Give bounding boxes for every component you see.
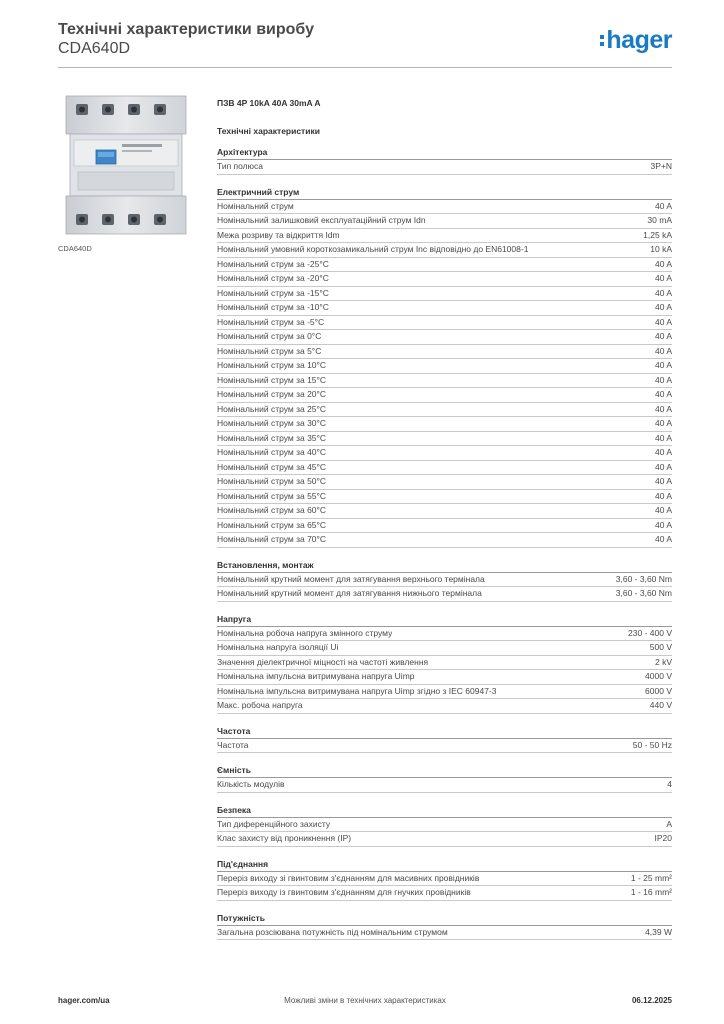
spec-label: Клас захисту від проникнення (IP)	[217, 833, 352, 843]
spec-label: Переріз виходу із гвинтовим з'єднанням для гнучких провідників	[217, 887, 471, 897]
spec-row	[217, 258, 672, 273]
spec-value: 3P+N	[650, 161, 672, 171]
spec-label: Номінальний струм за 40°C	[217, 447, 327, 457]
document-title: Технічні характеристики виробу	[58, 21, 314, 38]
spec-value: 40 A	[654, 273, 672, 283]
page-header	[58, 20, 672, 68]
spec-value: 3,60 - 3,60 Nm	[615, 573, 672, 584]
spec-value: 10 kA	[650, 244, 672, 254]
spec-section	[217, 804, 672, 847]
spec-value: 40 A	[654, 200, 672, 211]
spec-value: 2 kV	[654, 656, 672, 667]
spec-value: 30 mA	[647, 215, 672, 225]
spec-value: 40 A	[654, 476, 672, 486]
spec-label: Номінальний струм за 70°C	[217, 534, 327, 544]
spec-label: Номінальний залишковий експлуатаційний струм Idn	[217, 215, 426, 225]
spec-row	[217, 926, 672, 941]
section-title: Встановлення, монтаж	[217, 559, 672, 573]
spec-row	[217, 699, 672, 714]
spec-label: Номінальний струм за 60°C	[217, 505, 327, 515]
footer-date: 06.12.2025	[631, 996, 672, 1005]
spec-row	[217, 272, 672, 287]
spec-value: 3,60 - 3,60 Nm	[615, 588, 672, 598]
spec-row	[217, 656, 672, 671]
spec-section	[217, 186, 672, 548]
spec-label: Номінальний струм	[217, 200, 294, 211]
spec-row	[217, 504, 672, 519]
spec-section	[217, 613, 672, 714]
spec-value: 40 A	[654, 258, 672, 269]
spec-value: 40 A	[654, 316, 672, 327]
spec-row	[217, 330, 672, 345]
spec-label: Номінальний струм за 35°C	[217, 432, 327, 443]
spec-row	[217, 739, 672, 754]
spec-row	[217, 359, 672, 374]
spec-label: Тип полюса	[217, 161, 263, 171]
section-title: Під'єднання	[217, 858, 672, 872]
section-title: Потужність	[217, 912, 672, 926]
spec-value: 500 V	[649, 642, 672, 652]
spec-row	[217, 461, 672, 476]
spec-row	[217, 533, 672, 548]
logo-text: hager	[606, 26, 672, 54]
spec-label: Номінальний струм за 50°C	[217, 476, 327, 486]
spec-row	[217, 490, 672, 505]
image-caption: CDA640D	[58, 244, 92, 253]
spec-value: 40 A	[654, 505, 672, 515]
section-title: Ємність	[217, 764, 672, 778]
spec-value: 40 A	[654, 403, 672, 414]
spec-row	[217, 818, 672, 833]
hager-logo	[600, 26, 672, 55]
logo-dots-icon	[600, 35, 604, 46]
spec-label: Номінальний струм за 20°C	[217, 389, 327, 399]
spec-label: Номінальний струм за -10°C	[217, 302, 329, 312]
product-image	[60, 94, 188, 236]
spec-value: 40 A	[654, 374, 672, 385]
spec-label: Номінальний струм за 0°C	[217, 331, 322, 341]
spec-value: 40 A	[654, 302, 672, 312]
spec-row	[217, 388, 672, 403]
spec-label: Номінальний струм за 55°C	[217, 490, 327, 501]
spec-value: 50 - 50 Hz	[632, 739, 672, 750]
spec-label: Тип диференційного захисту	[217, 818, 331, 829]
product-name: ПЗВ 4P 10kA 40A 30mA A	[217, 98, 321, 108]
spec-value: 4	[667, 779, 672, 789]
spec-label: Номінальна робоча напруга змінного струму	[217, 627, 393, 638]
spec-label: Номінальний струм за -25°C	[217, 258, 329, 269]
spec-value: A	[666, 818, 672, 829]
spec-label: Номінальний умовний короткозамикальний струм Inc відповідно до EN61008-1	[217, 244, 529, 254]
spec-section	[217, 858, 672, 901]
spec-label: Номінальна імпульсна витримувана напруга Uimp згідно з IEC 60947-3	[217, 685, 497, 696]
spec-row	[217, 475, 672, 490]
product-code: CDA640D	[58, 40, 131, 57]
spec-value: 40 A	[654, 418, 672, 428]
spec-label: Номінальний крутний момент для затягування нижнього термінала	[217, 588, 482, 598]
spec-value: 40 A	[654, 345, 672, 356]
spec-value: 4000 V	[645, 671, 672, 681]
spec-value: 40 A	[654, 490, 672, 501]
spec-label: Номінальний струм за 10°C	[217, 360, 327, 370]
spec-value: 40 A	[654, 432, 672, 443]
spec-section	[217, 725, 672, 754]
spec-value: 40 A	[654, 389, 672, 399]
spec-row	[217, 403, 672, 418]
spec-label: Номінальний струм за 5°C	[217, 345, 322, 356]
spec-row	[217, 832, 672, 847]
spec-label: Частота	[217, 739, 249, 750]
spec-row	[217, 872, 672, 887]
spec-row	[217, 160, 672, 175]
spec-label: Номінальний струм за 15°C	[217, 374, 327, 385]
spec-value: 440 V	[649, 700, 672, 710]
spec-row	[217, 200, 672, 215]
spec-label: Номінальний струм за 30°C	[217, 418, 327, 428]
spec-value: 4,39 W	[645, 926, 672, 937]
spec-row	[217, 316, 672, 331]
specs-heading: Технічні характеристики	[217, 126, 320, 136]
spec-row	[217, 641, 672, 656]
spec-section	[217, 559, 672, 602]
spec-row	[217, 432, 672, 447]
spec-label: Номінальний струм за -15°C	[217, 287, 329, 298]
spec-value: 40 A	[654, 331, 672, 341]
spec-label: Номінальний струм за -5°C	[217, 316, 325, 327]
spec-row	[217, 301, 672, 316]
spec-label: Номінальний струм за 65°C	[217, 519, 327, 530]
spec-row	[217, 886, 672, 901]
spec-row	[217, 519, 672, 534]
spec-value: 40 A	[654, 461, 672, 472]
spec-value: 40 A	[654, 447, 672, 457]
section-title: Напруга	[217, 613, 672, 627]
spec-row	[217, 243, 672, 258]
spec-label: Номінальний струм за 25°C	[217, 403, 327, 414]
spec-section	[217, 146, 672, 175]
spec-label: Загальна розсіювана потужність під номінальним струмом	[217, 926, 448, 937]
section-title: Частота	[217, 725, 672, 739]
spec-value: 1 - 25 mm²	[630, 872, 672, 883]
spec-row	[217, 778, 672, 793]
spec-row	[217, 685, 672, 700]
footer-website-link[interactable]: hager.com/ua	[58, 996, 110, 1005]
spec-label: Межа розриву та відкриття Idm	[217, 229, 340, 240]
spec-value: 40 A	[654, 534, 672, 544]
spec-row	[217, 229, 672, 244]
spec-label: Значення діелектричної міцності на частоті живлення	[217, 656, 429, 667]
spec-row	[217, 287, 672, 302]
spec-label: Номінальний крутний момент для затягування верхнього термінала	[217, 573, 485, 584]
spec-row	[217, 345, 672, 360]
spec-label: Переріз виходу зі гвинтовим з'єднанням для масивних провідників	[217, 872, 480, 883]
spec-row	[217, 417, 672, 432]
spec-row	[217, 627, 672, 642]
spec-row	[217, 446, 672, 461]
spec-label: Номінальний струм за 45°C	[217, 461, 327, 472]
spec-row	[217, 587, 672, 602]
section-title: Електричний струм	[217, 186, 672, 200]
spec-value: 1,25 kA	[643, 229, 672, 240]
spec-value: 230 - 400 V	[628, 627, 672, 638]
section-title: Безпека	[217, 804, 672, 818]
spec-label: Номінальна напруга ізоляції Ui	[217, 642, 339, 652]
spec-value: 40 A	[654, 519, 672, 530]
spec-section	[217, 912, 672, 941]
spec-value: 40 A	[654, 287, 672, 298]
spec-value: IP20	[654, 833, 672, 843]
spec-row	[217, 374, 672, 389]
spec-value: 1 - 16 mm²	[630, 887, 672, 897]
spec-value: 6000 V	[645, 685, 672, 696]
spec-row	[217, 670, 672, 685]
spec-sections	[217, 146, 672, 940]
spec-label: Макс. робоча напруга	[217, 700, 303, 710]
spec-section	[217, 764, 672, 793]
spec-value: 40 A	[654, 360, 672, 370]
spec-row	[217, 573, 672, 588]
spec-row	[217, 214, 672, 229]
spec-label: Номінальний струм за -20°C	[217, 273, 329, 283]
spec-content	[217, 96, 672, 940]
page-footer	[58, 996, 672, 1010]
spec-label: Кількість модулів	[217, 779, 285, 789]
footer-disclaimer: Можливі зміни в технічних характеристиках	[284, 996, 446, 1005]
section-title: Архітектура	[217, 146, 672, 160]
spec-label: Номінальна імпульсна витримувана напруга Uimp	[217, 671, 415, 681]
